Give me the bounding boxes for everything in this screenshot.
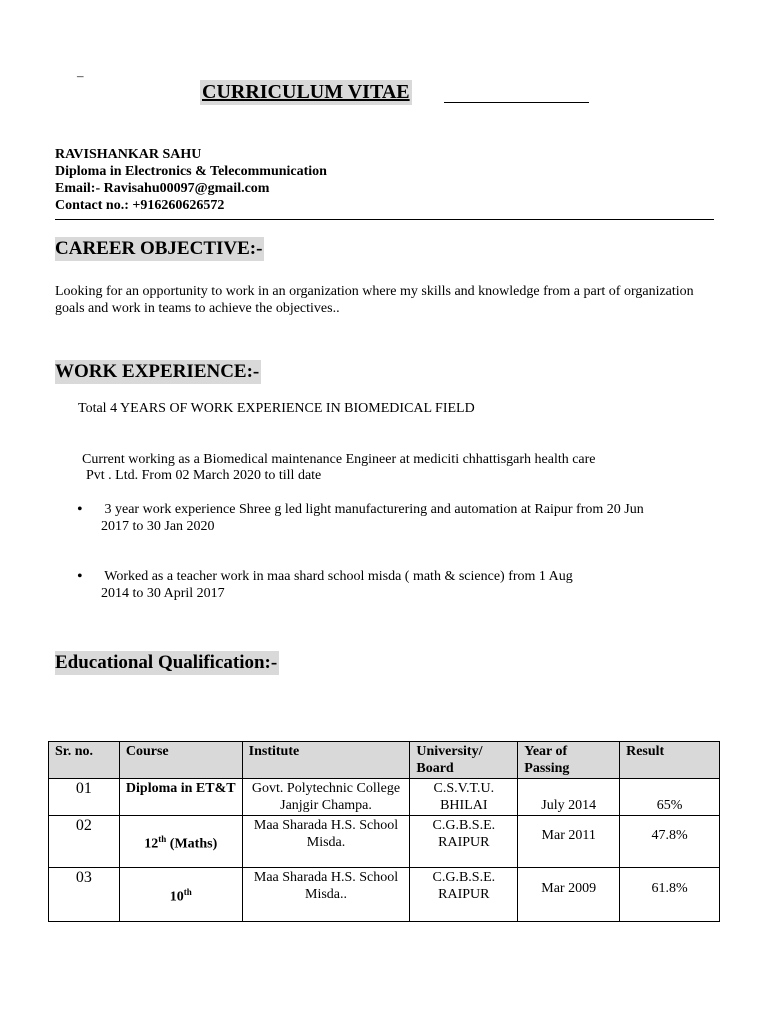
- cell-board: C.G.B.S.E. RAIPUR: [410, 816, 518, 868]
- contact-block: [55, 146, 327, 214]
- candidate-name: RAVISHANKAR SAHU: [55, 147, 202, 162]
- cell-sr-no: 01: [49, 779, 120, 816]
- course-superscript: th: [158, 833, 167, 844]
- course-superscript: th: [183, 886, 192, 897]
- work-bullet-line1: 3 year work experience Shree g led light manufacturering and automation at Raipur from 20 Jun: [101, 502, 644, 517]
- course-base: 10: [169, 889, 184, 905]
- cell-result: 47.8%: [620, 816, 720, 868]
- career-objective-heading: CAREER OBJECTIVE:-: [55, 238, 263, 259]
- cell-board: C.S.V.T.U. BHILAI: [410, 779, 518, 816]
- cell-year: Mar 2009: [518, 868, 620, 922]
- bullet-dot-icon: •: [77, 501, 83, 518]
- table-row: [49, 868, 720, 922]
- cell-year: July 2014: [518, 779, 620, 816]
- work-bullet-line2: 2017 to 30 Jan 2020: [101, 519, 215, 534]
- candidate-qualification: Diploma in Electronics & Telecommunication: [55, 164, 327, 179]
- cell-course: [119, 816, 242, 868]
- cell-result: 61.8%: [620, 868, 720, 922]
- work-bullet: [77, 568, 717, 602]
- column-header: Result: [620, 742, 720, 779]
- title-underline: [444, 102, 589, 103]
- work-bullet-line1: Worked as a teacher work in maa shard school misda ( math & science) from 1 Aug: [101, 569, 573, 584]
- cell-sr-no: 03: [49, 868, 120, 922]
- column-header: University/ Board: [410, 742, 518, 779]
- cell-institute: Maa Sharada H.S. School Misda.: [242, 816, 410, 868]
- column-header: Year of Passing: [518, 742, 620, 779]
- cell-course: [119, 868, 242, 922]
- cell-board: C.G.B.S.E. RAIPUR: [410, 868, 518, 922]
- cell-course: Diploma in ET&T: [119, 779, 242, 816]
- bullet-dot-icon: •: [77, 568, 83, 585]
- header-dash: –: [77, 68, 84, 83]
- work-current-line2: Pvt . Ltd. From 02 March 2020 to till date: [86, 468, 322, 483]
- table-row: [49, 779, 720, 816]
- cell-institute: Govt. Polytechnic College Janjgir Champa.: [242, 779, 410, 816]
- cell-year: Mar 2011: [518, 816, 620, 868]
- cell-institute: Maa Sharada H.S. School Misda..: [242, 868, 410, 922]
- page-title: CURRICULUM VITAE: [202, 81, 410, 103]
- cell-sr-no: 02: [49, 816, 120, 868]
- work-total: Total 4 YEARS OF WORK EXPERIENCE IN BIOMEDICAL FIELD: [78, 401, 475, 416]
- work-bullet: [77, 501, 717, 535]
- work-experience-heading: WORK EXPERIENCE:-: [55, 361, 260, 382]
- candidate-email: Email:- Ravisahu00097@gmail.com: [55, 181, 270, 196]
- work-current-line1: Current working as a Biomedical maintenance Engineer at mediciti chhattisgarh health care: [82, 452, 596, 467]
- header-divider: [55, 219, 714, 220]
- cell-result: 65%: [620, 779, 720, 816]
- table-header-row: [49, 742, 720, 779]
- career-objective-text: Looking for an opportunity to work in an organization where my skills and knowledge from a part of organization goals and work in teams to achieve the objectives..: [55, 284, 694, 316]
- education-heading: Educational Qualification:-: [55, 652, 278, 673]
- education-table: [48, 741, 720, 922]
- table-row: [49, 816, 720, 868]
- work-bullet-line2: 2014 to 30 April 2017: [101, 586, 225, 601]
- column-header: Institute: [242, 742, 410, 779]
- candidate-phone: Contact no.: +916260626572: [55, 198, 225, 213]
- column-header: Sr. no.: [49, 742, 120, 779]
- course-rest: (Maths): [166, 836, 218, 852]
- course-base: 12: [144, 836, 159, 852]
- column-header: Course: [119, 742, 242, 779]
